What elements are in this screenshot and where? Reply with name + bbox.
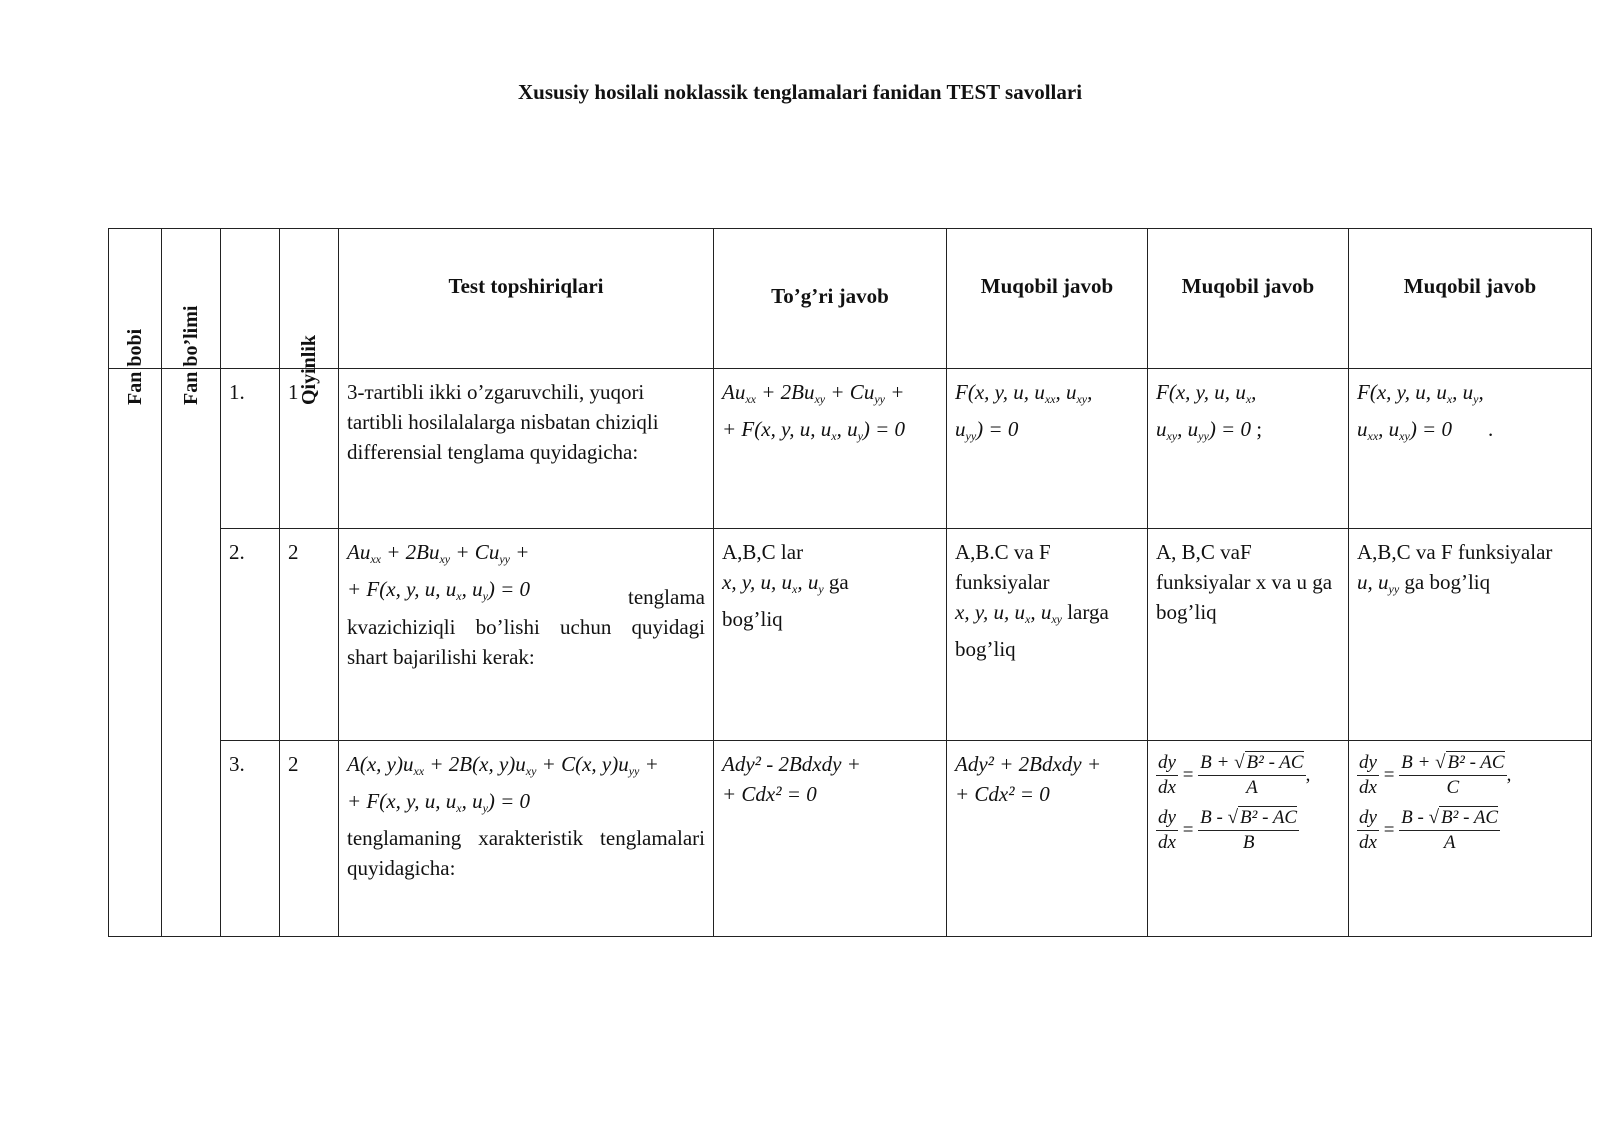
fraction-formula: $\frac{dy}{dx}$ = $\frac{\text{B - √ B² - AC}}{A}$ xyxy=(1359,807,1499,853)
header-chapter: Fan bobi xyxy=(109,229,162,369)
row-number: 3. xyxy=(221,741,280,937)
answer-text: bog’liq xyxy=(722,607,783,631)
answer-text: ga bog’liq xyxy=(1404,570,1491,594)
header-tasks: Test topshiriqlari xyxy=(339,229,714,369)
alt-answer-1 xyxy=(947,529,1148,741)
alt-answer-2 xyxy=(1148,369,1349,529)
formula-line: + Cdx² = 0 xyxy=(955,782,1050,806)
table-row xyxy=(109,369,1592,529)
task-sentence: tenglamaning xarakteristik tenglamalari quyidagicha: xyxy=(347,826,705,880)
fraction-formula: $\frac{dy}{dx}$ = $\frac{\text{B + √ B² - AC}}{C}$ , xyxy=(1359,752,1512,798)
answer-text: larga xyxy=(1067,600,1109,624)
answer-text: A,B.C va F funksiyalar xyxy=(955,540,1051,594)
formula-line: F(x, y, u, $u_x$, $u_y$, xyxy=(1357,380,1484,406)
correct-answer xyxy=(714,369,947,529)
alt-answer-3 xyxy=(1349,741,1592,937)
suffix: . xyxy=(1487,417,1494,441)
alt-answer-1 xyxy=(947,741,1148,937)
formula-line: $u_{yy}) = 0$ xyxy=(955,417,1019,443)
row-level: 2 xyxy=(280,741,339,937)
header-number xyxy=(221,229,280,369)
alt-answer-2 xyxy=(1148,741,1349,937)
header-alt1: Muqobil javob xyxy=(947,229,1148,369)
formula-line: u, $u_{yy}$ xyxy=(1357,570,1400,596)
table-row xyxy=(109,529,1592,741)
formula-line: + F(x, y, u, $u_x$, $u_y) = 0$ xyxy=(722,417,906,443)
row-number: 2. xyxy=(221,529,280,741)
header-section: Fan bo’limi xyxy=(162,229,221,369)
header-difficulty: Qiyinlik xyxy=(280,229,339,369)
header-alt3: Muqobil javob xyxy=(1349,229,1592,369)
row-level: 1 xyxy=(280,369,339,529)
formula-line: A(x, $y)u_{xx} + 2B(x$, $y)u_{xy} + C(x$, $y)u_{yy}$ + xyxy=(347,752,659,778)
answer-text: A,B,C lar xyxy=(722,540,804,564)
formula-line: + F(x, y, u, $u_x$, $u_y) = 0$ xyxy=(347,789,531,815)
formula-line: $Au_{xx} + 2Bu_{xy} + Cu_{yy}$ + xyxy=(347,540,530,566)
answer-text: bog’liq xyxy=(955,637,1016,661)
formula-line: + Cdx² = 0 xyxy=(722,782,817,806)
formula-line: Ady² + 2Bdxdy + xyxy=(955,752,1102,776)
formula-line: x, y, u, $u_x$, $u_y$ xyxy=(722,570,824,596)
row-number: 1. xyxy=(221,369,280,529)
fraction-formula: $\frac{dy}{dx}$ = $\frac{\text{B - √ B² - AC}}{B}$ xyxy=(1158,807,1298,853)
formula-line: $u_{xy}$, $u_{yy}) = 0$ xyxy=(1156,417,1251,443)
header-correct: To’g’ri javob xyxy=(714,229,947,369)
answer-text: A,B,C va F funksiyalar xyxy=(1357,540,1553,564)
chapter-cell xyxy=(109,369,162,937)
fraction-formula: $\frac{dy}{dx}$ = $\frac{\text{B + √ B² - AC}}{A}$ , xyxy=(1158,752,1311,798)
page-title: Xususiy hosilali noklassik tenglamalari fanidan TEST savollari xyxy=(517,80,1083,104)
task-text xyxy=(339,529,714,741)
formula-line: + F(x, y, u, $u_x$, $u_y) = 0$ xyxy=(347,577,531,603)
task-text: 3-тartibli ikki o’zgaruvchili, yuqori tartibli hosilalalarga nisbatan chiziqli differensial tenglama quyidagicha: xyxy=(339,369,714,529)
correct-answer xyxy=(714,741,947,937)
row-level: 2 xyxy=(280,529,339,741)
suffix: ; xyxy=(1256,417,1263,441)
task-sentence: kvazichiziqli bo’lishi uchun quyidagi shart bajarilishi kerak: xyxy=(347,615,705,669)
formula-line: F(x, y, u, $u_x$, xyxy=(1156,380,1257,406)
formula-line: $u_{xx}$, $u_{xy}) = 0$ xyxy=(1357,417,1452,443)
header-alt2: Muqobil javob xyxy=(1148,229,1349,369)
formula-line: $Au_{xx} + 2Bu_{xy} + Cu_{yy}$ + xyxy=(722,380,905,406)
test-table xyxy=(108,228,1592,937)
header-row xyxy=(109,229,1592,369)
table-row xyxy=(109,741,1592,937)
alt-answer-1 xyxy=(947,369,1148,529)
formula-line: Ady² - 2Bdxdy + xyxy=(722,752,861,776)
task-word: tenglama xyxy=(628,585,705,609)
alt-answer-3 xyxy=(1349,529,1592,741)
formula-line: F(x, y, u, $u_{xx}$, $u_{xy}$, xyxy=(955,380,1093,406)
section-cell xyxy=(162,369,221,937)
task-text xyxy=(339,741,714,937)
alt-answer-3 xyxy=(1349,369,1592,529)
formula-line: x, y, u, $u_x$, $u_{xy}$ xyxy=(955,600,1062,626)
answer-text: ga xyxy=(828,570,849,594)
correct-answer xyxy=(714,529,947,741)
alt-answer-2: A, B,C vaF funksiyalar x va u ga bog’liq xyxy=(1148,529,1349,741)
